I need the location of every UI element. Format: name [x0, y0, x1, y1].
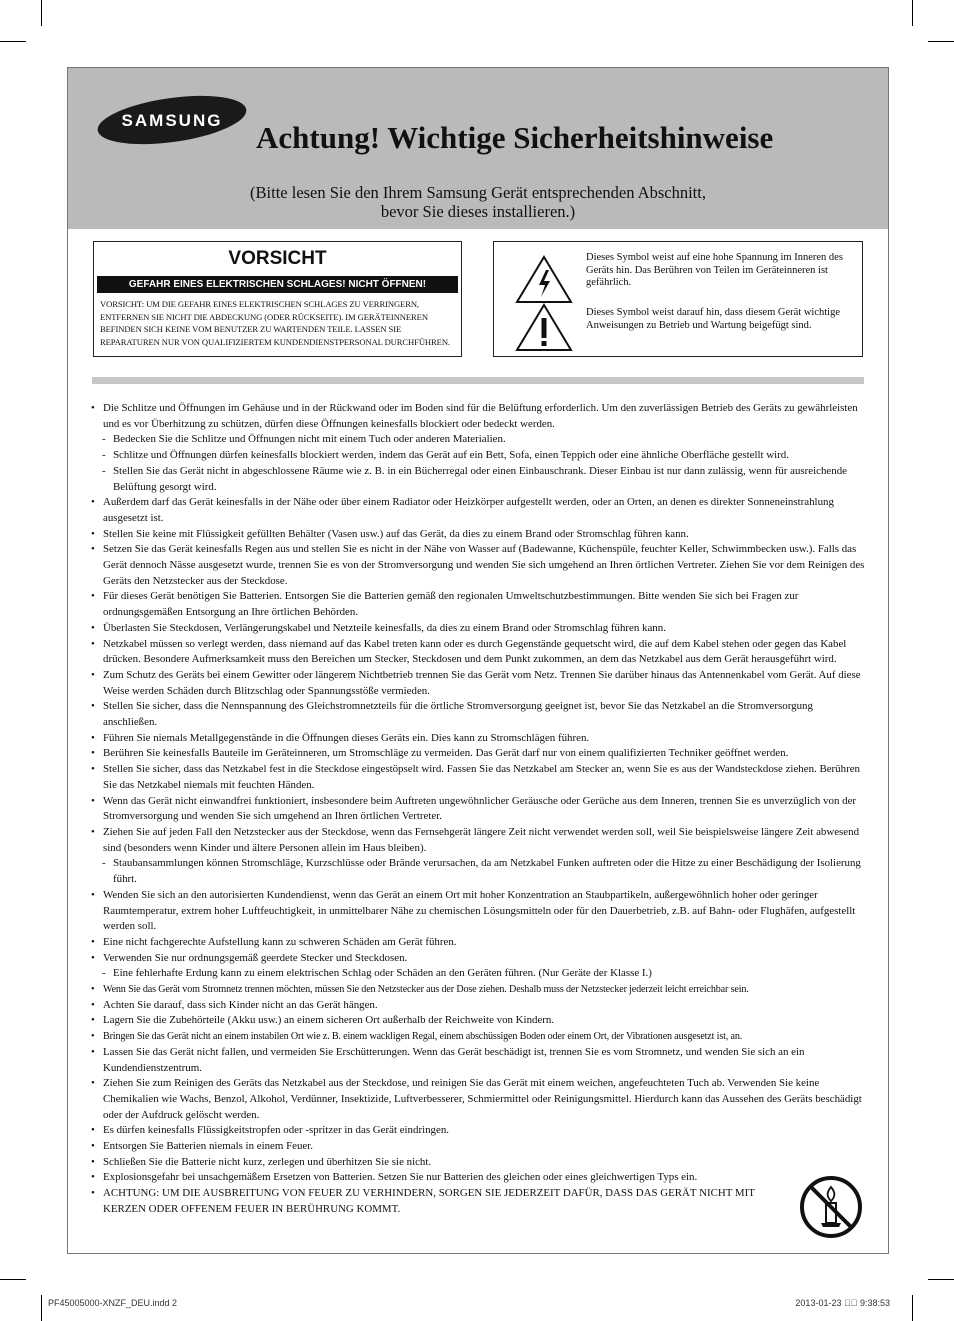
crop-mark — [41, 1295, 42, 1321]
caution-box — [93, 241, 462, 357]
list-item: • Achten Sie darauf, dass sich Kinder nicht an das Gerät hängen. — [88, 998, 866, 1014]
list-item: • Lagern Sie die Zubehörteile (Akku usw.) an einem sicheren Ort außerhalb der Reichweite von Kindern. — [88, 1013, 866, 1029]
list-item: • Führen Sie niemals Metallgegenstände in die Öffnungen dieses Geräts ein. Dies kann zu Stromschlägen führen. — [88, 731, 866, 747]
list-item: • Berühren Sie keinesfalls Bauteile im Geräteinneren, um Stromschläge zu vermeiden. Das Gerät darf nur von einem qualifizierten Techniker geöffnet werden. — [88, 746, 866, 762]
list-item: • Ziehen Sie zum Reinigen des Geräts das Netzkabel aus der Steckdose, und reinigen Sie das Gerät mit einem weichen, angefeuchteten Tuch ab. Verwenden Sie keine Chemikalien wie Wachs, Benzol, Alkohol, Verdünner, Insektizide, Luftverbesserer, Schmiermittel oder Reinigungsmittel. Hierdurch kann das Aussehen des Geräts beschädigt oder der Aufdruck gelöscht werden. — [88, 1076, 866, 1123]
instruction-list — [88, 401, 866, 1218]
crop-mark — [41, 0, 42, 26]
header-banner — [68, 68, 888, 229]
subtitle-line-2: bevor Sie dieses installieren.) — [380, 202, 576, 221]
list-item: • Explosionsgefahr bei unsachgemäßem Ersetzen von Batterien. Setzen Sie nur Batterien des gleichen oder eines gleichwertigen Typs ein. — [88, 1170, 866, 1186]
list-item: • Die Schlitze und Öffnungen im Gehäuse und in der Rückwand oder im Boden sind für die Belüftung erforderlich. Um den zuverlässigen Betrieb des Geräts zu gewährleisten und es vor Überhitzung zu schützen, dürfen diese Öffnungen keinesfalls blockiert oder bedeckt werden. — [88, 401, 866, 432]
section-divider — [92, 377, 864, 384]
page-title: Achtung! Wichtige Sicherheitshinweise — [256, 120, 774, 155]
page-subtitle — [68, 183, 888, 221]
crop-mark — [928, 41, 954, 42]
sub-list-item: - Bedecken Sie die Schlitze und Öffnungen nicht mit einem Tuch oder anderen Materialien. — [88, 432, 866, 448]
list-item: • Stellen Sie sicher, dass das Netzkabel fest in die Steckdose eingestöpselt wird. Fassen Sie das Netzkabel am Stecker an, wenn Sie es aus der Wandsteckdose ziehen. Berühren Sie das Netzkabel niemals mit feuchten Händen. — [88, 762, 866, 793]
crop-mark — [0, 41, 26, 42]
list-item: • Stellen Sie sicher, dass die Nennspannung des Gleichstromnetzteils für die örtliche Stromversorgung geeignet ist, bevor Sie das Netzkabel an die Stromversorgung anschließen. — [88, 699, 866, 730]
list-item: • Für dieses Gerät benötigen Sie Batterien. Entsorgen Sie die Batterien gemäß den regionalen Umweltschutzbestimmungen. Bitte wenden Sie sich bei Fragen zur ordnungsgemäßen Entsorgung an Ihre örtlichen Behörden. — [88, 589, 866, 620]
caution-warning-bar: GEFAHR EINES ELEKTRISCHEN SCHLAGES! NICHT ÖFFNEN! — [97, 276, 458, 293]
high-voltage-description: Dieses Symbol weist auf eine hohe Spannung im Inneren des Geräts hin. Das Berühren von Teilen im Geräteinneren ist gefährlich. — [586, 252, 843, 288]
list-item: • Setzen Sie das Gerät keinesfalls Regen aus und stellen Sie es nicht in der Nähe von Wasser auf (Badewanne, Küchenspüle, feuchter Keller, Schwimmbecken usw.). Falls das Gerät dennoch Nässe ausgesetzt wurde, trennen Sie es von der Stromversorgung und wenden Sie sich umgehend an Ihren örtlichen Vertreter. Ziehen Sie vor dem Reinigen des Geräts den Netzstecker aus der Steckdose. — [88, 542, 866, 589]
sub-list-item: - Eine fehlerhafte Erdung kann zu einem elektrischen Schlag oder Schäden an den Geräten führen. (Nur Geräte der Klasse I.) — [88, 966, 866, 982]
sub-list-item: - Stellen Sie das Gerät nicht in abgeschlossene Räume wie z. B. in ein Bücherregal oder einen Einbauschrank. Dieser Einbau ist nur dann zulässig, wenn für ausreichende Belüftung gesorgt wird. — [88, 464, 866, 495]
sub-list-item: - Schlitze und Öffnungen dürfen keinesfalls blockiert werden, indem das Gerät auf ein Bett, Sofa, einen Teppich oder eine ähnliche Oberfläche gestellt wird. — [88, 448, 866, 464]
list-item: • Stellen Sie keine mit Flüssigkeit gefüllten Behälter (Vasen usw.) auf das Gerät, da dies zu einem Brand oder Stromschlag führen kann. — [88, 527, 866, 543]
list-item: • Zum Schutz des Geräts bei einem Gewitter oder längerem Nichtbetrieb trennen Sie das Gerät vom Netz. Trennen Sie darüber hinaus das Antennenkabel vom Gerät. Auf diese Weise werden Schäden durch Blitzschlag oder Spannungsstöße vermieden. — [88, 668, 866, 699]
crop-mark — [912, 1295, 913, 1321]
exclamation-warning-icon — [515, 302, 573, 352]
list-item: • Außerdem darf das Gerät keinesfalls in der Nähe oder über einem Radiator oder Heizkörper aufgestellt werden, oder an Orten, an denen es direkter Sonneneinstrahlung ausgesetzt ist. — [88, 495, 866, 526]
high-voltage-icon — [515, 254, 573, 304]
list-item: • Wenn Sie das Gerät vom Stromnetz trennen möchten, müssen Sie den Netzstecker aus der Dose ziehen. Deshalb muss der Netzstecker jederzeit leicht erreichbar sein. — [88, 982, 866, 998]
caution-title: VORSICHT — [228, 248, 327, 269]
list-item: • Netzkabel müssen so verlegt werden, dass niemand auf das Kabel treten kann oder es durch Gegenstände gequetscht wird, die auf dem Kabel stehen oder gegen das Kabel drücken. Besondere Aufmerksamkeit muss den Bereichen um Stecker, Steckdosen und dem Punkt zukommen, an dem das Netzkabel aus dem Gerät herausgeführt wird. — [88, 637, 866, 668]
warning-description: Dieses Symbol weist darauf hin, dass diesem Gerät wichtige Anweisungen zu Betrieb und Wartung beigefügt sind. — [586, 307, 840, 331]
crop-mark — [912, 0, 913, 26]
list-item: • Wenn das Gerät nicht einwandfrei funktioniert, insbesondere beim Auftreten ungewöhnlicher Geräusche oder Gerüche aus dem Inneren, trennen Sie es unverzüglich von der Stromversorgung und wenden Sie sich umgehend an Ihren örtlichen Vertreter. — [88, 794, 866, 825]
caution-body: VORSICHT: UM DIE GEFAHR EINES ELEKTRISCHEN SCHLAGES ZU VERRINGERN, ENTFERNEN SIE NICHT DIE ABDECKUNG (ODER RÜCKSEITE). IM GERÄTEINNEREN BEFINDEN SICH KEINE VOM BENUTZER ZU WARTENDEN TEILE. LASSEN SIE REPARATUREN NUR VON QUALIFIZIERTEM KUNDENDIENSTPERSONAL DURCHFÜHREN. — [100, 299, 450, 347]
no-open-flame-icon — [799, 1175, 863, 1239]
list-item: • Eine nicht fachgerechte Aufstellung kann zu schweren Schäden am Gerät führen. — [88, 935, 866, 951]
list-item: • Entsorgen Sie Batterien niemals in einem Feuer. — [88, 1139, 866, 1155]
list-item: • Verwenden Sie nur ordnungsgemäß geerdete Stecker und Steckdosen. — [88, 951, 866, 967]
footer-timestamp: 2013-01-23 ￿￿ 9:38:53 — [795, 1298, 890, 1308]
safety-instructions — [88, 401, 866, 1218]
crop-mark — [0, 1279, 26, 1280]
page-frame — [67, 67, 889, 1254]
list-item: • ACHTUNG: UM DIE AUSBREITUNG VON FEUER ZU VERHINDERN, SORGEN SIE JEDERZEIT DAFÜR, DASS DAS GERÄT NICHT MIT KERZEN ODER OFFENEM FEUER IN BERÜHRUNG KOMMT. — [88, 1186, 866, 1217]
samsung-logo — [96, 94, 248, 146]
crop-mark — [928, 1279, 954, 1280]
samsung-logo-text: SAMSUNG — [121, 111, 223, 130]
list-item: • Schließen Sie die Batterie nicht kurz, zerlegen und überhitzen Sie sie nicht. — [88, 1155, 866, 1171]
sub-list-item: - Staubansammlungen können Stromschläge, Kurzschlüsse oder Brände verursachen, da am Netzkabel Funken auftreten oder die Hitze zu einer Beschädigung der Isolierung führt. — [88, 856, 866, 887]
list-item: • Lassen Sie das Gerät nicht fallen, und vermeiden Sie Erschütterungen. Wenn das Gerät beschädigt ist, trennen Sie es vom Stromnetz, und wenden Sie sich an ein Kundendienstzentrum. — [88, 1045, 866, 1076]
list-item: • Wenden Sie sich an den autorisierten Kundendienst, wenn das Gerät an einem Ort mit hoher Konzentration an Staubpartikeln, außergewöhnlich hoher oder geringer Raumtemperatur, extrem hoher Luftfeuchtigkeit, in unmittelbarer Nähe zu chemischen Lösungsmitteln oder für den Dauerbetrieb, z.B. auf Bahn- oder Flughäfen, aufgestellt werden soll. — [88, 888, 866, 935]
list-item: • Es dürfen keinesfalls Flüssigkeitstropfen oder -spritzer in das Gerät eindringen. — [88, 1123, 866, 1139]
list-item: • Bringen Sie das Gerät nicht an einem instabilen Ort wie z. B. einem wackligen Regal, einem abschüssigen Boden oder einem Ort, der Vibrationen ausgesetzt ist, an. — [88, 1029, 866, 1045]
symbols-box — [493, 241, 863, 357]
subtitle-line-1: (Bitte lesen Sie den Ihrem Samsung Gerät entsprechenden Abschnitt, — [250, 183, 706, 202]
footer-file-info: PF45005000-XNZF_DEU.indd 2 — [48, 1298, 178, 1308]
list-item: • Ziehen Sie auf jeden Fall den Netzstecker aus der Steckdose, wenn das Fernsehgerät längere Zeit nicht verwendet werden soll, weil Sie beispielsweise längere Zeit abwesend sind (besonders wenn Kinder und ältere Personen allein im Haus bleiben). — [88, 825, 866, 856]
list-item: • Überlasten Sie Steckdosen, Verlängerungskabel und Netzteile keinesfalls, da dies zu einem Brand oder Stromschlag führen kann. — [88, 621, 866, 637]
